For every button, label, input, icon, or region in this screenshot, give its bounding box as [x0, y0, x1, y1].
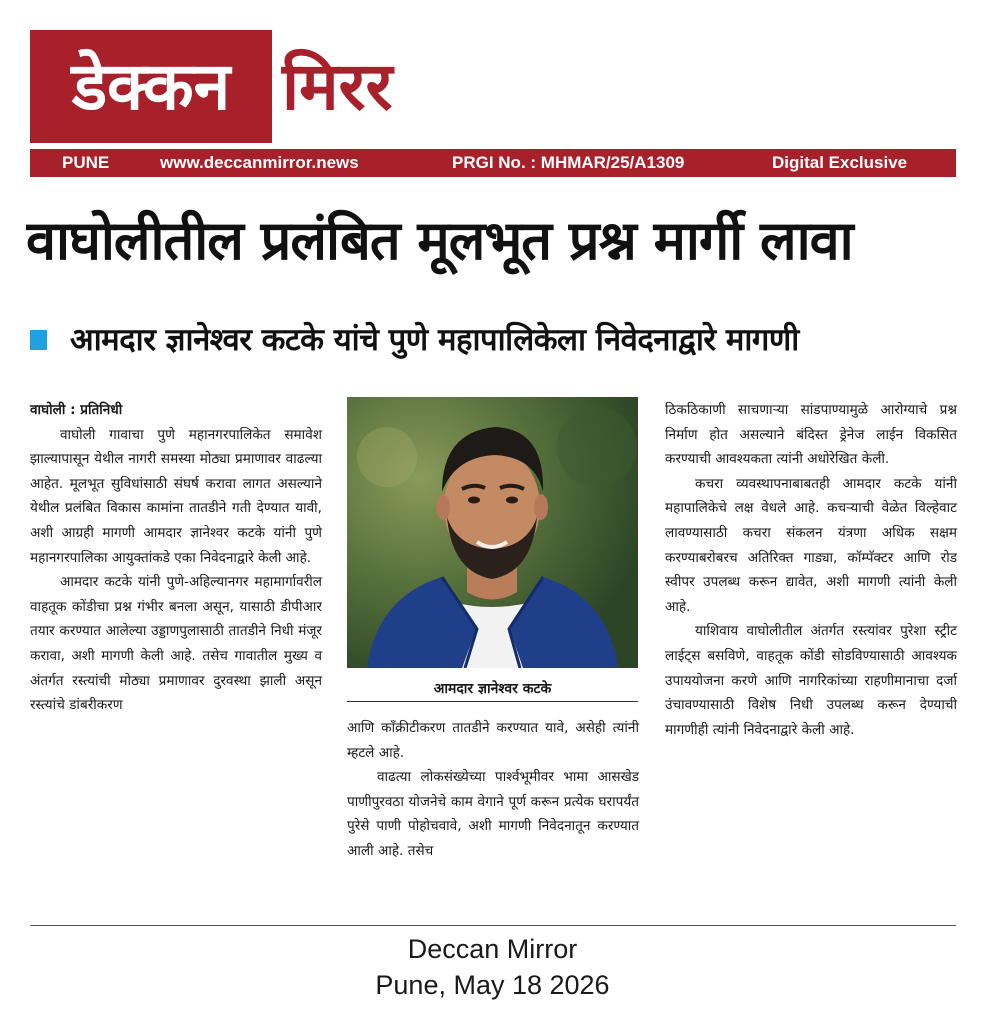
paragraph: वाढत्या लोकसंख्येच्या पार्श्वभूमीवर भामा आसखेड पाणीपुरवठा योजनेचे काम वेगाने पूर्ण करून प्रत्येक घरापर्यंत पुरेसे पाणी पोहोचवावे, अशी मागणी निवेदनातून करण्यात आली आहे. तसेच — [347, 769, 639, 859]
paragraph: कचरा व्यवस्थापनाबाबतही आमदार कटके यांनी महापालिकेचे लक्ष वेधले आहे. कचऱ्याची वेळेत विल्हेवाट लावण्यासाठी कचरा संकलन यंत्रणा अधिक सक्षम करण्याबरोबरच अतिरिक्त गाड्या, कॉम्पॅक्टर आणि रोड स्वीपर उपलब्ध करून द्यावेत, अशी मागणी त्यांनी केली आहे. — [665, 475, 957, 615]
headline: वाघोलीतील प्रलंबित मूलभूत प्रश्न मार्गी लावा — [26, 209, 853, 272]
paragraph: आणि काँक्रीटीकरण तातडीने करण्यात यावे, असेही त्यांनी म्हटले आहे. — [347, 720, 639, 761]
article-column-3 — [665, 398, 957, 742]
portrait-illustration — [347, 397, 638, 668]
info-city: PUNE — [62, 153, 110, 172]
footer-publication: Deccan Mirror — [407, 934, 578, 964]
paragraph: वाघोली गावाचा पुणे महानगरपालिकेत समावेश झाल्यापासून येथील नागरी समस्या मोठ्या प्रमाणावर वाढल्या आहेत. मूलभूत सुविधांसाठी संघर्ष करावा लागत असल्याने येथील प्रलंबित विकास कामांना तातडीने गती देण्यात यावी, अशी आग्रही मागणी आमदार ज्ञानेश्वर कटके यांनी पुणे महानगरपालिका आयुक्तांकडे एका निवेदनाद्वारे केली आहे. — [30, 426, 322, 566]
paragraph: याशिवाय वाघोलीतील अंतर्गत रस्त्यांवर पुरेशा स्ट्रीट लाईट्स बसविणे, वाहतूक कोंडी सोडविण्यासाठी आवश्यक उपाययोजना करणे आणि नागरिकांच्या राहणीमानाचा दर्जा उंचावण्यासाठी विशेष निधी उपलब्ध करून देण्याची मागणीही त्यांनी निवेदनाद्वारे केली आहे. — [665, 623, 957, 738]
info-tag: Digital Exclusive — [772, 153, 908, 172]
masthead-left-text: डेक्कन — [71, 48, 231, 125]
masthead-logo-box — [30, 30, 272, 143]
footer-divider — [30, 925, 956, 926]
photo-caption: आमदार ज्ञानेश्वर कटके — [347, 676, 638, 702]
article-column-1 — [30, 398, 322, 718]
info-website[interactable]: www.deccanmirror.news — [160, 153, 359, 172]
paragraph: ठिकठिकाणी साचणाऱ्या सांडपाण्यामुळे आरोग्याचे प्रश्न निर्माण होत असल्याने बंदिस्त ड्रेनेज लाईन विकसित करण्याची आवश्यकता त्यांनी अधोरेखित केली. — [665, 402, 957, 468]
subheadline: आमदार ज्ञानेश्वर कटके यांचे पुणे महापालिकेला निवेदनाद्वारे मागणी — [70, 322, 799, 358]
dateline: वाघोली : प्रतिनिधी — [30, 402, 123, 418]
subheadline-bullet — [30, 330, 47, 350]
portrait-photo — [347, 397, 638, 668]
info-bar — [30, 149, 956, 177]
paragraph: आमदार कटके यांनी पुणे-अहिल्यानगर महामार्गावरील वाहतूक कोंडीचा प्रश्न गंभीर बनला असून, यासाठी डीपीआर तयार करण्यात आलेल्या उड्डाणपुलासाठी तातडीने निधी मंजूर करावा, अशी मागणी केली आहे. तसेच गावातील मुख्य व अंतर्गत रस्त्यांची मोठ्या प्रमाणावर दुरवस्था झाली असून रस्त्यांचे डांबरीकरण — [30, 574, 322, 714]
masthead-right-text: मिरर — [282, 48, 393, 125]
article-column-2 — [347, 716, 639, 864]
footer-place-date: Pune, May 18 2026 — [375, 970, 610, 1000]
info-prgi: PRGI No. : MHMAR/25/A1309 — [452, 153, 685, 172]
